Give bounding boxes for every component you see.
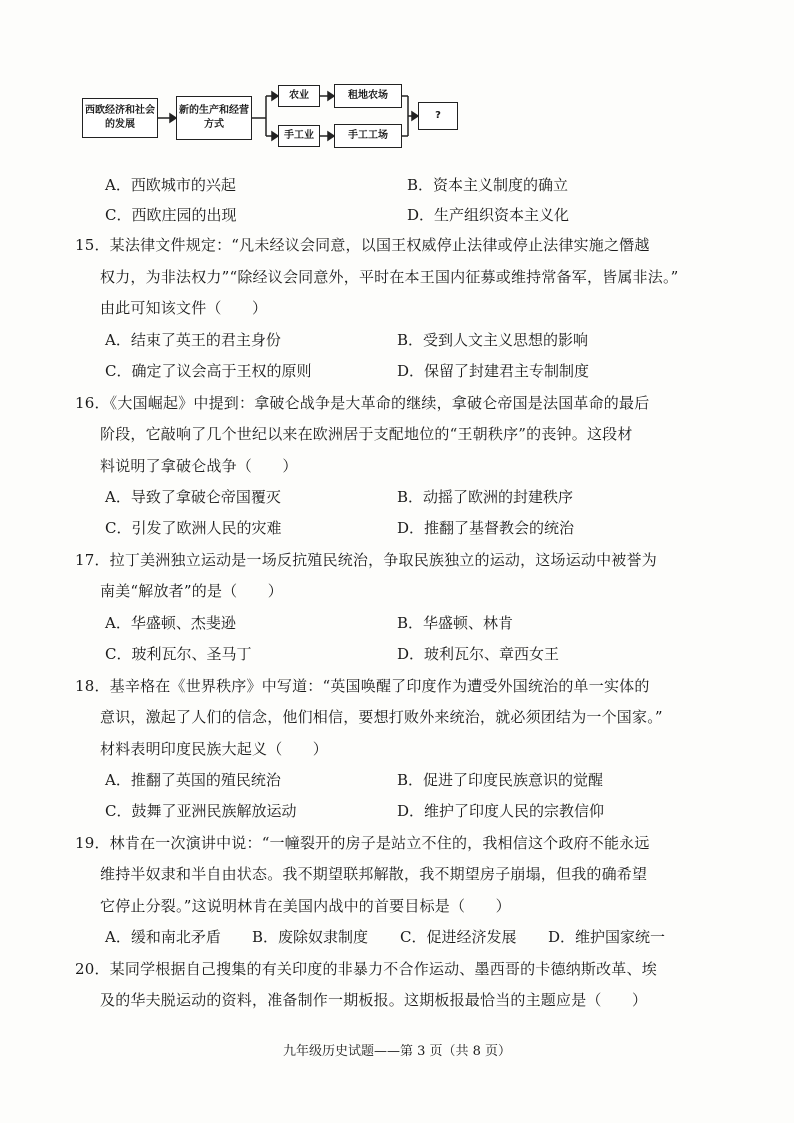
q17-option-c: C．玻利瓦尔、圣马丁 (105, 645, 252, 663)
q14-option-c: C．西欧庄园的出现 (105, 206, 237, 224)
q15-stem-line1: 15．某法律文件规定：“凡未经议会同意，以国王权威停止法律或停止法律实施之僭越 (75, 236, 650, 254)
q15-option-d: D．保留了封建君主专制制度 (397, 362, 590, 380)
q16-stem-line1: 16．《大国崛起》中提到：拿破仑战争是大革命的继续，拿破仑帝国是法国革命的最后 (75, 394, 650, 412)
q20-stem-line2: 及的华夫脱运动的资料，准备制作一期板报。这期板报最恰当的主题应是（ ） (100, 991, 648, 1009)
diagram-box-question: ? (418, 102, 458, 130)
diagram-box-agriculture: 农业 (278, 85, 320, 107)
q18-option-d: D．维护了印度人民的宗教信仰 (397, 802, 605, 820)
diagram-box-workshop: 手工工场 (334, 124, 402, 148)
q16-stem-line3: 料说明了拿破仑战争（ ） (100, 457, 298, 475)
q19-stem-line2: 维持半奴隶和半自由状态。我不期望联邦解散，我不期望房子崩塌，但我的确希望 (100, 865, 648, 883)
q19-option-c: C．促进经济发展 (400, 928, 517, 946)
page-footer: 九年级历史试题——第 3 页（共 8 页） (282, 1044, 512, 1059)
q19-stem-line3: 它停止分裂。”这说明林肯在美国内战中的首要目标是（ ） (100, 897, 511, 915)
q16-option-b: B．动摇了欧洲的封建秩序 (397, 488, 574, 506)
q14-option-d: D．生产组织资本主义化 (407, 206, 570, 224)
q15-stem-line3: 由此可知该文件（ ） (100, 299, 268, 317)
q17-stem-line2: 南美“解放者”的是（ ） (100, 582, 283, 600)
q15-option-b: B．受到人文主义思想的影响 (397, 331, 589, 349)
q16-option-a: A．导致了拿破仑帝国覆灭 (105, 488, 281, 506)
flow-diagram (80, 80, 480, 160)
q16-option-d: D．推翻了基督教会的统治 (397, 519, 575, 537)
q18-option-b: B．促进了印度民族意识的觉醒 (397, 771, 604, 789)
q19-stem-line1: 19．林肯在一次演讲中说：“一幢裂开的房子是站立不住的，我相信这个政府不能永远 (75, 834, 650, 852)
diagram-box-new-production: 新的生产和经营方式 (176, 96, 252, 140)
q17-stem-line1: 17．拉丁美洲独立运动是一场反抗殖民统治，争取民族独立的运动，这场运动中被誉为 (75, 551, 657, 569)
q18-stem-line3: 材料表明印度民族大起义（ ） (100, 740, 329, 758)
q18-stem-line1: 18．基辛格在《世界秩序》中写道：“英国唤醒了印度作为遭受外国统治的单一实体的 (75, 677, 650, 695)
q19-option-d: D．维护国家统一 (548, 928, 666, 946)
q17-option-b: B．华盛顿、林肯 (397, 614, 514, 632)
q15-stem-line2: 权力，为非法权力”“除经议会同意外，平时在本王国内征募或维持常备军，皆属非法。” (100, 268, 679, 286)
q20-stem-line1: 20．某同学根据自己搜集的有关印度的非暴力不合作运动、墨西哥的卡德纳斯改革、埃 (75, 960, 657, 978)
diagram-box-handicraft: 手工业 (278, 125, 320, 147)
q15-option-c: C．确定了议会高于王权的原则 (105, 362, 312, 380)
q17-option-d: D．玻利瓦尔、章西女王 (397, 645, 560, 663)
diagram-box-western-development: 西欧经济和社会的发展 (82, 98, 158, 138)
q17-option-a: A．华盛顿、杰斐逊 (105, 614, 236, 632)
q18-stem-line2: 意识，激起了人们的信念，他们相信，要想打败外来统治，就必须团结为一个国家。” (100, 708, 663, 726)
q18-option-c: C．鼓舞了亚洲民族解放运动 (105, 802, 297, 820)
q19-option-a: A．缓和南北矛盾 (105, 928, 221, 946)
diagram-box-leased-farm: 租地农场 (334, 84, 402, 108)
q15-option-a: A．结束了英王的君主身份 (105, 331, 281, 349)
q16-option-c: C．引发了欧洲人民的灾难 (105, 519, 282, 537)
q18-option-a: A．推翻了英国的殖民统治 (105, 771, 281, 789)
q16-stem-line2: 阶段，它敲响了几个世纪以来在欧洲居于支配地位的“王朝秩序”的丧钟。这段材 (100, 425, 633, 443)
q19-option-b: B．废除奴隶制度 (252, 928, 369, 946)
q14-option-b: B．资本主义制度的确立 (407, 176, 569, 194)
q14-option-a: A．西欧城市的兴起 (105, 176, 236, 194)
